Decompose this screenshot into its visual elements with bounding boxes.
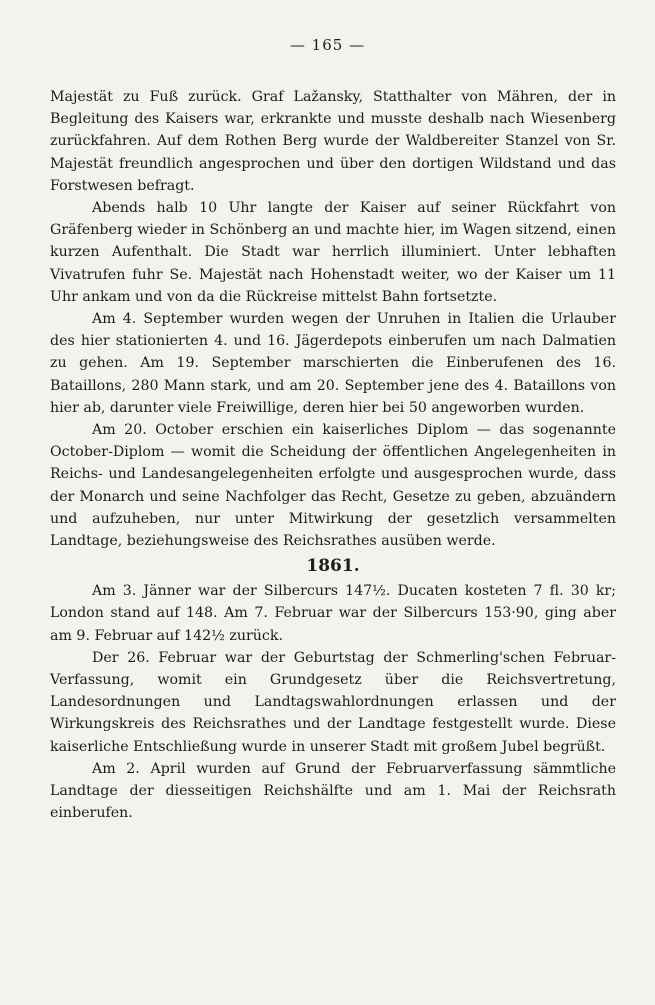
paragraph: Majestät zu Fuß zurück. Graf Lažansky, Statthalter von Mähren, der in Begleitung des Kaisers war, erkrankte und musste deshalb nach Wiesenberg zurückfahren. Auf dem Rothen Berg wurde der Waldbereiter Stanzel von Sr. Majestät freundlich angesprochen und über den dortigen Wildstand und das Forstwesen befragt.	[50, 89, 616, 194]
paragraph: Am 20. October erschien ein kaiserliches Diplom — das sogenannte October-Diplom — womit die Scheidung der öffentlichen Angelegenheiten in Reichs- und Landesangelegenheiten erfolgte und ausgesprochen wurde, dass der Monarch und seine Nachfolger das Recht, Gesetze zu geben, abzuändern und aufzuheben, nur unter Mitwirkung der gesetzlich versammelten Landtage, beziehungsweise des Reichsrathes ausüben werde.	[50, 422, 616, 550]
paragraph: Am 4. September wurden wegen der Unruhen in Italien die Urlauber des hier stationierten 4. und 16. Jägerdepots einberufen um nach Dalmatien zu gehen. Am 19. September marschierten die Einberufenen des 16. Bataillons, 280 Mann stark, und am 20. September jene des 4. Bataillons von hier ab, darunter viele Freiwillige, deren hier bei 50 angeworben wurden.	[50, 311, 616, 416]
page-body	[50, 86, 616, 825]
page-number: — 165 —	[289, 36, 366, 54]
paragraph: Am 2. April wurden auf Grund der Februarverfassung sämmtliche Landtage der diesseitigen Reichshälfte und am 1. Mai der Reichsrath einberufen.	[50, 760, 616, 822]
paragraph: Der 26. Februar war der Geburtstag der Schmerling'schen Februar-Verfassung, womit ein Grundgesetz über die Reichsvertretung, Landesordnungen und Landtagswahlordnungen erlassen und der Wirkungskreis des Reichsrathes und der Landtage festgestellt wurde. Diese kaiserliche Entschließung wurde in unserer Stadt mit großem Jubel begrüßt.	[50, 649, 616, 755]
paragraph: Abends halb 10 Uhr langte der Kaiser auf seiner Rückfahrt von Gräfenberg wieder in Schönberg an und machte hier, im Wagen sitzend, einen kurzen Aufenthalt. Die Stadt war herrlich illuminiert. Unter lebhaften Vivatrufen fuhr Se. Majestät nach Hohenstadt weiter, wo der Kaiser um 11 Uhr ankam und von da die Rückreise mittelst Bahn fortsetzte.	[50, 200, 616, 305]
year-heading: 1861.	[306, 556, 360, 577]
paragraph: Am 3. Jänner war der Silbercurs 147½. Ducaten kosteten 7 fl. 30 kr; London stand auf 148. Am 7. Februar war der Silbercurs 153·90, ging aber am 9. Februar auf 142½ zurück.	[50, 583, 616, 644]
